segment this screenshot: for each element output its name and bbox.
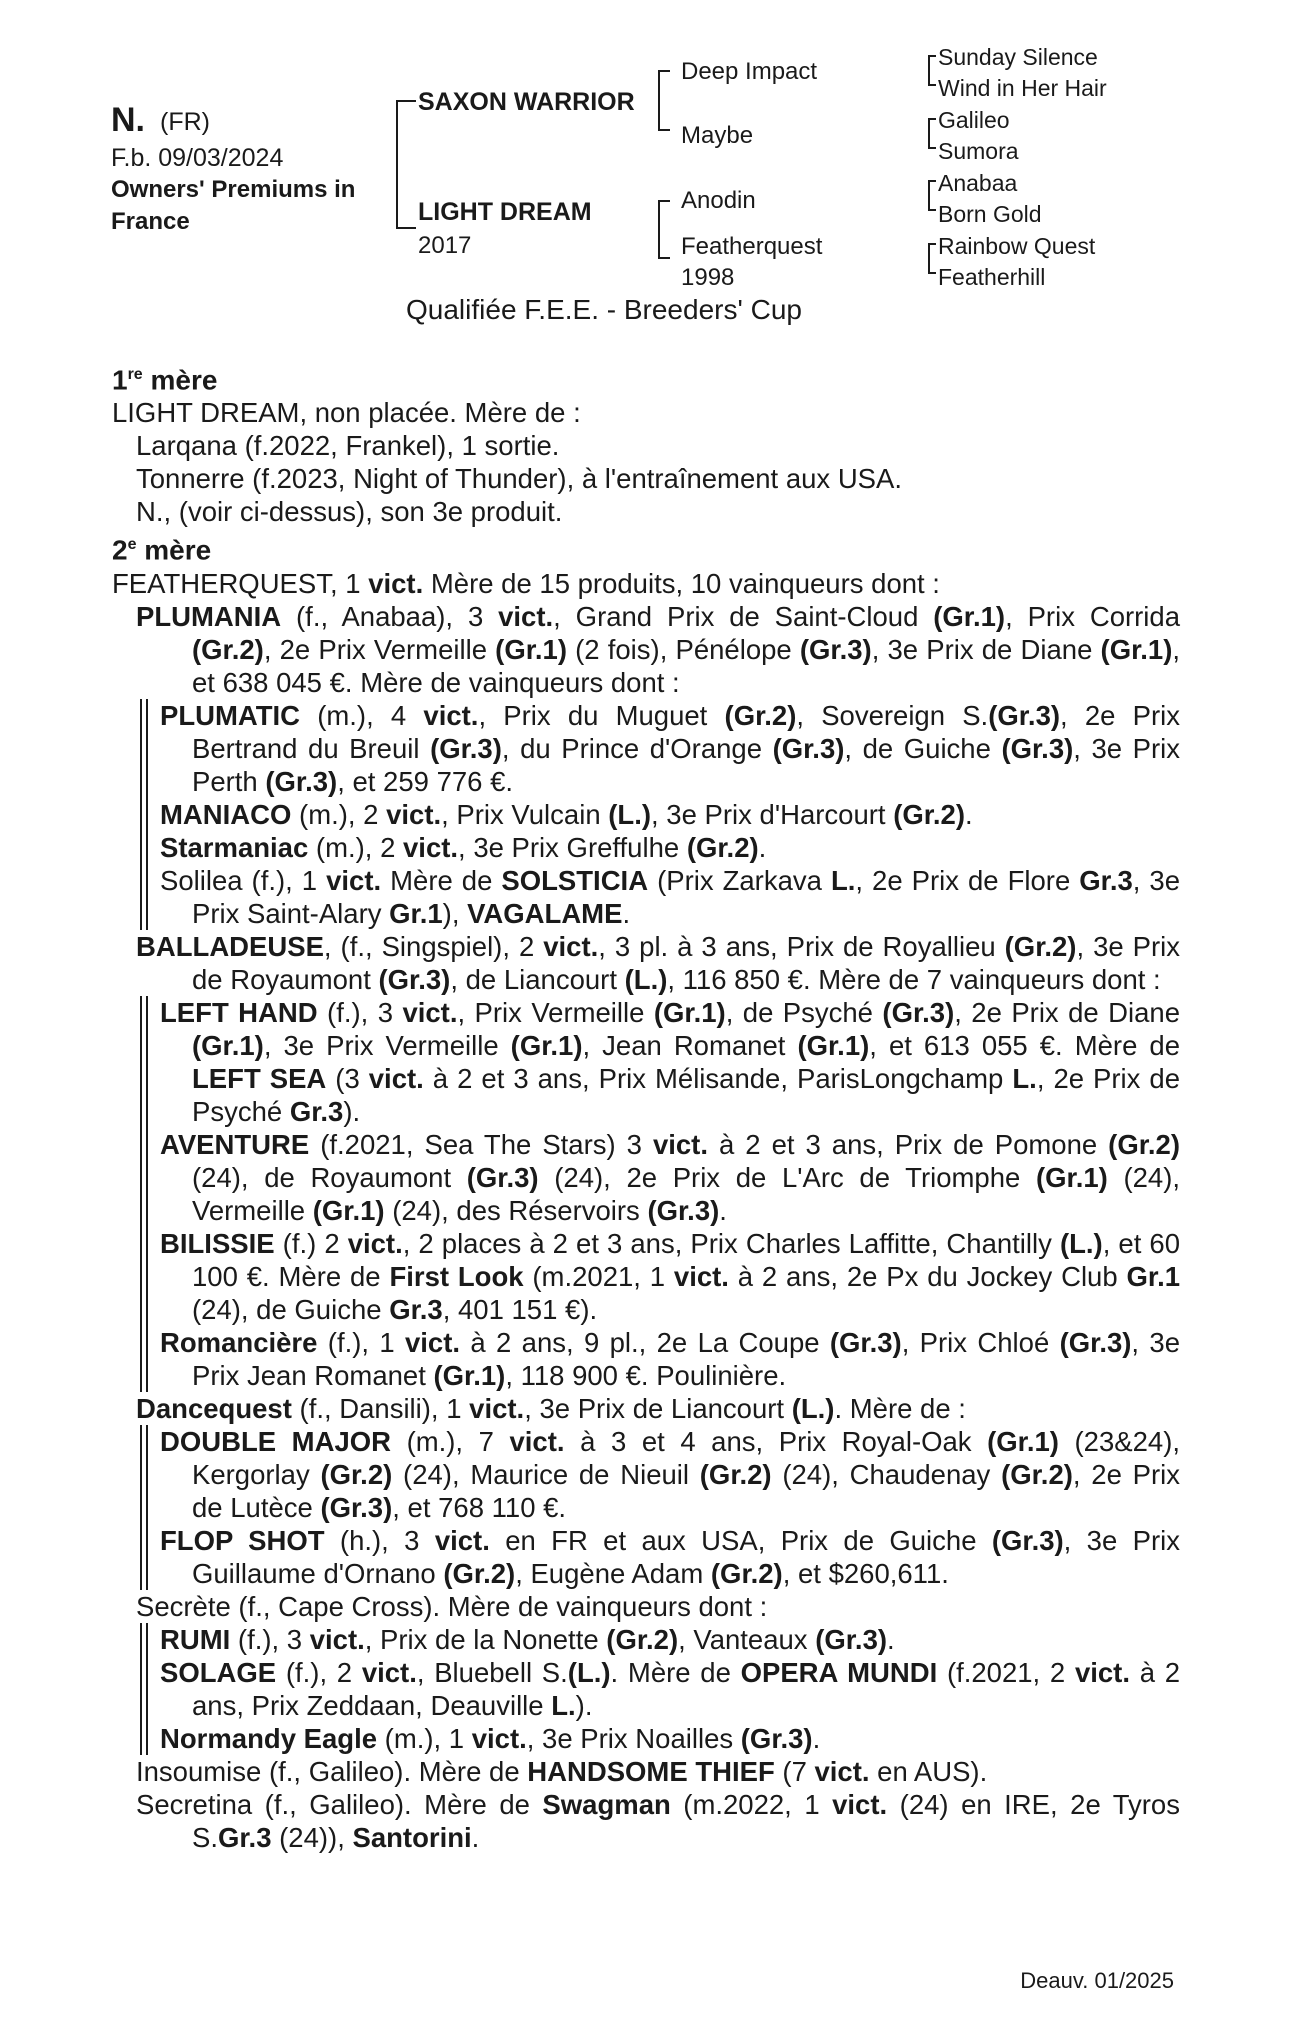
entry-plumatic: PLUMATIC (m.), 4 vict., Prix du Muguet (Gr.2), Sovereign S.(Gr.3), 2e Prix Bertrand du Breuil (Gr.3), du Prince d'Orange (Gr.3), de Guiche (Gr.3), 3e Prix Perth (Gr.3), et 259 776 €. [160,699,1181,797]
gg-2: Wind in Her Hair [938,75,1107,101]
gg-4: Sumora [938,138,1019,164]
entry-plumania: PLUMANIA (f., Anabaa), 3 vict., Grand Prix de Saint-Cloud (Gr.1), Prix Corrida (Gr.2), 2e Prix Vermeille (Gr.1) (2 fois), Pénélope (Gr.3), 3e Prix de Diane (Gr.1), et 638 045 €. Mère de vainqueurs dont : [136,600,1180,698]
ped-bracket-1-bot [396,227,416,229]
gg-3: Galileo [938,107,1010,133]
entry-solilea: Solilea (f.), 1 vict. Mère de SOLSTICIA (Prix Zarkava L., 2e Prix de Flore Gr.3, 3e Prix Saint-Alary Gr.1), VAGALAME. [160,864,1180,929]
entry-balladeuse: BALLADEUSE, (f., Singspiel), 2 vict., 3 pl. à 3 ans, Prix de Royallieu (Gr.2), 3e Prix de Royaumont (Gr.3), de Liancourt (L.), 116 850 €. Mère de 7 vainqueurs dont : [136,930,1181,995]
dam-dam: Featherquest [681,233,823,260]
entry-normandy-eagle: Normandy Eagle (m.), 1 vict., 3e Prix Noailles (Gr.3). [160,1722,821,1754]
dam-sire: Anodin [681,187,756,214]
ped-bracket-1-vert [396,100,398,228]
entry-double-major: DOUBLE MAJOR (m.), 7 vict. à 3 et 4 ans, Prix Royal-Oak (Gr.1) (23&24), Kergorlay (Gr.2) (24), Maurice de Nieuil (Gr.2) (24), Chaudenay (Gr.2), 2e Prix de Lutèce (Gr.3), et 768 110 €. [160,1425,1180,1523]
pedigree-notes [112,358,1180,1854]
sire-name: SAXON WARRIOR [418,88,635,116]
first-dam-intro: LIGHT DREAM, non placée. Mère de : [112,397,581,429]
group-dancequest [112,1425,1180,1590]
birth-info: F.b. 09/03/2024 [111,144,284,172]
entry-bilissie: BILISSIE (f.) 2 vict., 2 places à 2 et 3 ans, Prix Charles Laffitte, Chantilly (L.), et 60 100 €. Mère de First Look (m.2021, 1 vict. à 2 ans, 2e Px du Jockey Club Gr.1 (24), de Guiche Gr.3, 401 151 €). [160,1227,1181,1325]
section-second-dam: 2e mère [112,534,212,566]
qualification: Qualifiée F.E.E. - Breeders' Cup [406,294,802,325]
ped-bracket-2b-bot [658,257,670,259]
group-plumania [112,699,1180,930]
horse-origin [160,106,210,138]
footer-code: Deauv. 01/2025 [1020,1968,1174,1993]
ped-bracket-2a-vert [658,70,660,130]
entry-starmaniac: Starmaniac (m.), 2 vict., 3e Prix Greffulhe (Gr.2). [160,831,767,863]
entry-aventure: AVENTURE (f.2021, Sea The Stars) 3 vict. à 2 et 3 ans, Prix de Pomone (Gr.2) (24), de Royaumont (Gr.3) (24), 2e Prix de L'Arc de Triomphe (Gr.1) (24), Vermeille (Gr.1) (24), des Réservoirs (Gr.3). [160,1128,1181,1226]
ped-bracket-2a-bot [658,129,670,131]
owners-premiums-line1: Owners' Premiums in [111,176,356,203]
horse-name [111,101,145,140]
owners-premiums-line2: France [111,208,190,235]
section-first-dam: 1re mère [112,364,218,396]
entry-romanciere: Romancière (f.), 1 vict. à 2 ans, 9 pl., 2e La Coupe (Gr.3), Prix Chloé (Gr.3), 3e Prix Jean Romanet (Gr.1), 118 900 €. Poulinière. [160,1326,1180,1391]
horse-name-text: N. [111,101,145,139]
dam-year: 2017 [418,232,472,259]
produce-n: N., (voir ci-dessus), son 3e produit. [136,496,563,528]
group-balladeuse [112,996,1180,1392]
gg-6: Born Gold [938,201,1042,227]
ped-bracket-2b-vert [658,200,660,258]
ped-bracket-1-top [396,100,416,102]
origin-text: (FR) [160,108,210,136]
entry-secrete: Secrète (f., Cape Cross). Mère de vainqueurs dont : [136,1590,768,1622]
entry-flop-shot: FLOP SHOT (h.), 3 vict. en FR et aux USA, Prix de Guiche (Gr.3), 3e Prix Guillaume d'Ornano (Gr.2), Eugène Adam (Gr.2), et $260,611. [160,1524,1180,1589]
produce-tonnerre: Tonnerre (f.2023, Night of Thunder), à l'entraînement aux USA. [136,463,902,495]
entry-maniaco: MANIACO (m.), 2 vict., Prix Vulcain (L.), 3e Prix d'Harcourt (Gr.2). [160,798,973,830]
entry-secretina: Secretina (f., Galileo). Mère de Swagman (m.2022, 1 vict. (24) en IRE, 2e Tyros S.Gr.3 (24)), Santorini. [136,1788,1180,1853]
second-dam-intro: FEATHERQUEST, 1 vict. Mère de 15 produits, 10 vainqueurs dont : [112,567,940,599]
group-secrete [112,1623,1180,1755]
dam-name: LIGHT DREAM [418,198,592,226]
produce-larqana: Larqana (f.2022, Frankel), 1 sortie. [136,430,560,462]
gg-8: Featherhill [938,264,1046,290]
sire-dam: Maybe [681,122,754,149]
entry-rumi: RUMI (f.), 3 vict., Prix de la Nonette (Gr.2), Vanteaux (Gr.3). [160,1623,895,1655]
gg-7: Rainbow Quest [938,233,1096,259]
entry-solage: SOLAGE (f.), 2 vict., Bluebell S.(L.). Mère de OPERA MUNDI (f.2021, 2 vict. à 2 ans, Prix Zeddaan, Deauville L.). [160,1656,1180,1721]
gg-1: Sunday Silence [938,44,1098,70]
entry-dancequest: Dancequest (f., Dansili), 1 vict., 3e Prix de Liancourt (L.). Mère de : [136,1392,966,1424]
entry-insoumise: Insoumise (f., Galileo). Mère de HANDSOME THIEF (7 vict. en AUS). [136,1755,988,1787]
dam-dam-year: 1998 [681,264,735,291]
gg-5: Anabaa [938,170,1018,196]
entry-left-hand: LEFT HAND (f.), 3 vict., Prix Vermeille (Gr.1), de Psyché (Gr.3), 2e Prix de Diane (Gr.1), 3e Prix Vermeille (Gr.1), Jean Romanet (Gr.1), et 613 055 €. Mère de LEFT SEA (3 vict. à 2 et 3 ans, Prix Mélisande, ParisLongchamp L., 2e Prix de Psyché Gr.3). [160,996,1181,1127]
sire-sire: Deep Impact [681,58,818,85]
